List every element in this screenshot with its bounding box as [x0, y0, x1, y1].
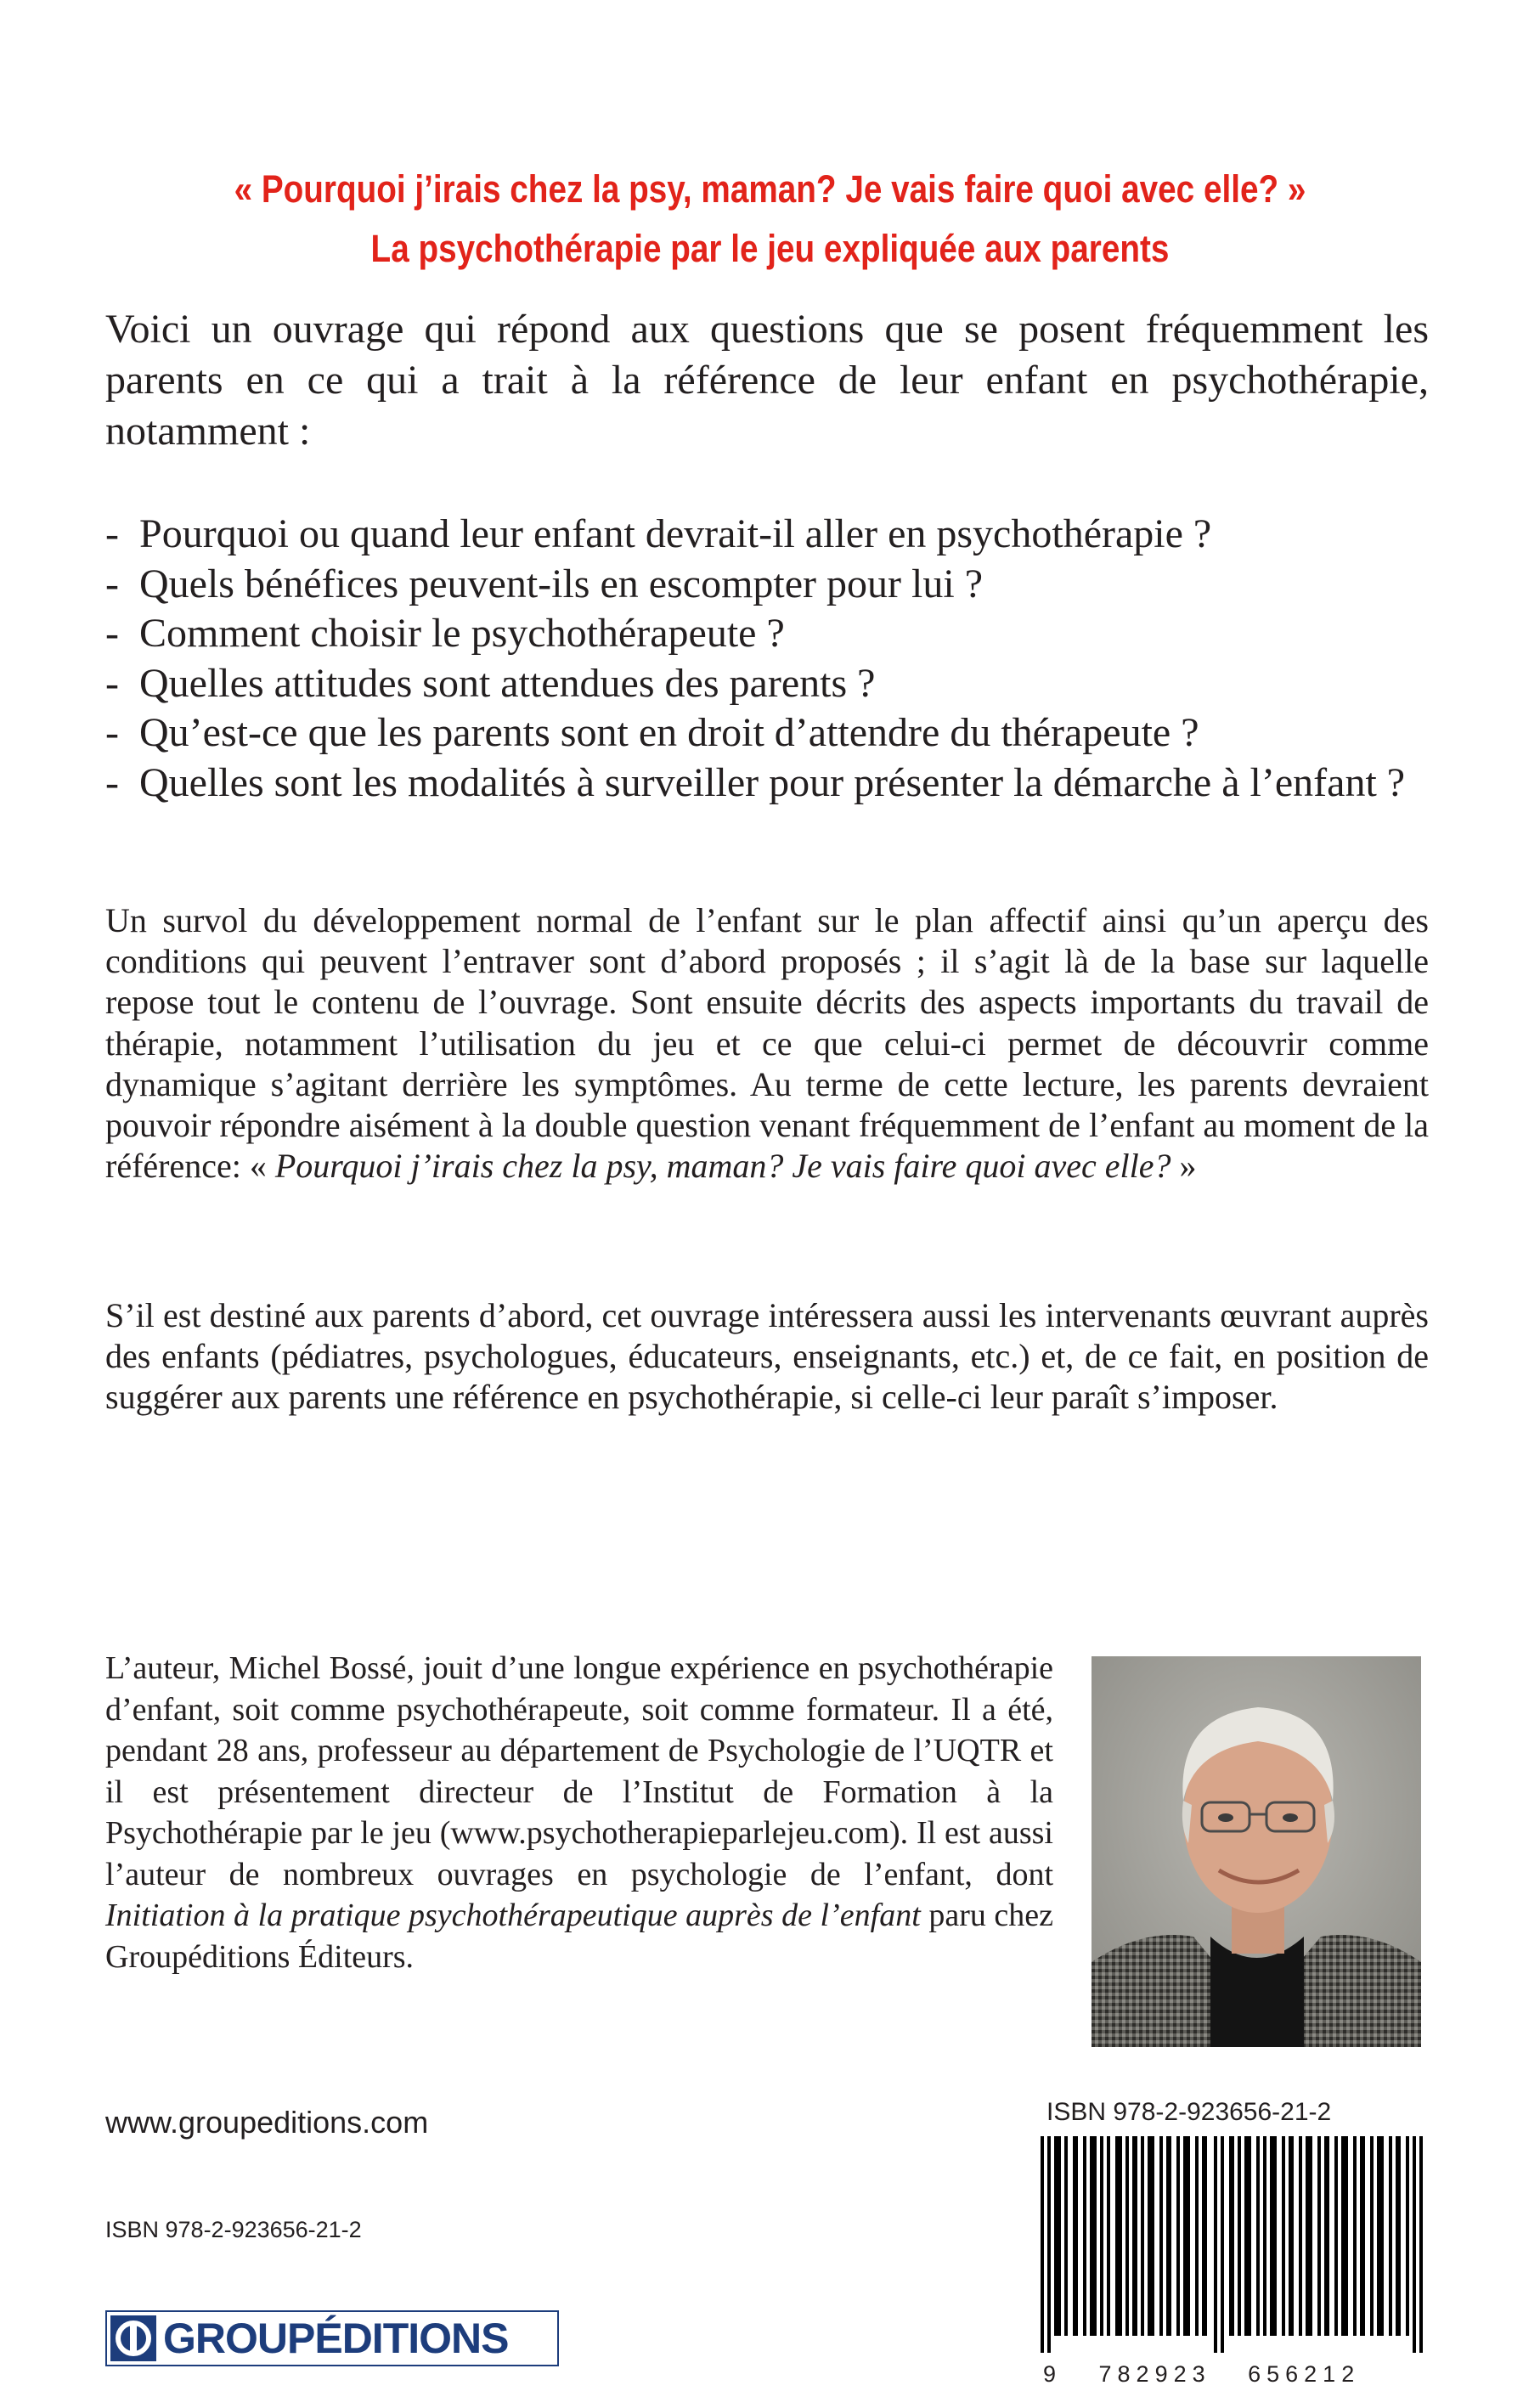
list-item: - Quels bénéfices peuvent-ils en escompter pour lui ? — [105, 560, 1429, 610]
book-title: Initiation à la pratique psychothérapeutique auprès de l’enfant — [105, 1898, 921, 1933]
barcode-digits: 9 782923 656212 — [1043, 2361, 1361, 2387]
bullet-dash: - — [105, 611, 119, 656]
bullet-dash: - — [105, 759, 119, 805]
audience-paragraph: S’il est destiné aux parents d’abord, cet ouvrage intéressera aussi les intervenants œuvrant auprès des enfants (pédiatres, psychologues, éducateurs, enseignants, etc.) et, de ce fait, en position de suggérer aux parents une référence en psychothérapie, si celle-ci leur paraît s’imposer. — [105, 1296, 1429, 1417]
barcode — [1041, 2136, 1429, 2353]
bullet-dash: - — [105, 660, 119, 706]
bullet-dash: - — [105, 511, 119, 556]
publisher-logo — [105, 2310, 559, 2366]
publisher-website: www.groupeditions.com — [105, 2105, 429, 2140]
quoted-question: Pourquoi j’irais chez la psy, maman? Je vais faire quoi avec elle? — [274, 1147, 1171, 1186]
summary-paragraph: Un survol du développement normal de l’enfant sur le plan affectif ainsi qu’un aperçu des conditions qui peuvent l’entraver sont d’abord proposés ; il s’agit là de la base sur laquelle repose tout le contenu de l’ouvrage. Sont ensuite décrits des aspects importants du travail de thérapie, notamment l’utilisation du jeu et ce que celui-ci permet de découvrir comme dynamique s’agitant derrière les symptômes. Au terme de cette lecture, les parents devraient pouvoir répondre aisément à la double question venant fréquemment de l’enfant au moment de la référence: « Pourquoi j’irais chez la psy, maman? Je vais faire quoi avec elle? » — [105, 901, 1429, 1186]
list-item: - Quelles attitudes sont attendues des parents ? — [105, 659, 1429, 709]
author-photo — [1092, 1656, 1421, 2047]
publisher-name: GROUPÉDITIONS — [163, 2315, 509, 2362]
list-item: - Comment choisir le psychothérapeute ? — [105, 609, 1429, 659]
publisher-logo-icon — [110, 2315, 156, 2361]
bullet-dash: - — [105, 710, 119, 755]
author-bio: L’auteur, Michel Bossé, jouit d’une longue expérience en psychothérapie d’enfant, soit comme psychothérapeute, soit comme formateur. Il a été, pendant 28 ans, professeur au département de Psychologie de l’UQTR et il est présentement directeur de l’Institut de Formation à la Psychothérapie par le jeu (www.psychotherapieparlejeu.com). Il est aussi l’auteur de nombreux ouvrages en psychologie de l’enfant, dont Initiation à la pratique psychothérapeutique auprès de l’enfant paru chez Groupéditions Éditeurs. — [105, 1650, 1053, 1975]
bullet-dash: - — [105, 561, 119, 606]
isbn-text: ISBN 978-2-923656-21-2 — [105, 2217, 362, 2242]
list-item: - Quelles sont les modalités à surveiller pour présenter la démarche à l’enfant ? — [105, 758, 1429, 809]
barcode-isbn: ISBN 978-2-923656-21-2 — [1046, 2098, 1332, 2126]
heading-subtitle: La psychothérapie par le jeu expliquée aux parents — [370, 227, 1170, 270]
back-cover-heading — [0, 160, 1540, 279]
list-item: - Qu’est-ce que les parents sont en droit d’attendre du thérapeute ? — [105, 708, 1429, 758]
intro-paragraph: Voici un ouvrage qui répond aux questions que se posent fréquemment les parents en ce qui a trait à la référence de leur enfant en psychothérapie, notamment : — [105, 307, 1429, 454]
question-list — [105, 510, 1429, 808]
heading-quote: « Pourquoi j’irais chez la psy, maman? Je vais faire quoi avec elle? » — [234, 167, 1306, 211]
list-item: - Pourquoi ou quand leur enfant devrait-il aller en psychothérapie ? — [105, 510, 1429, 560]
